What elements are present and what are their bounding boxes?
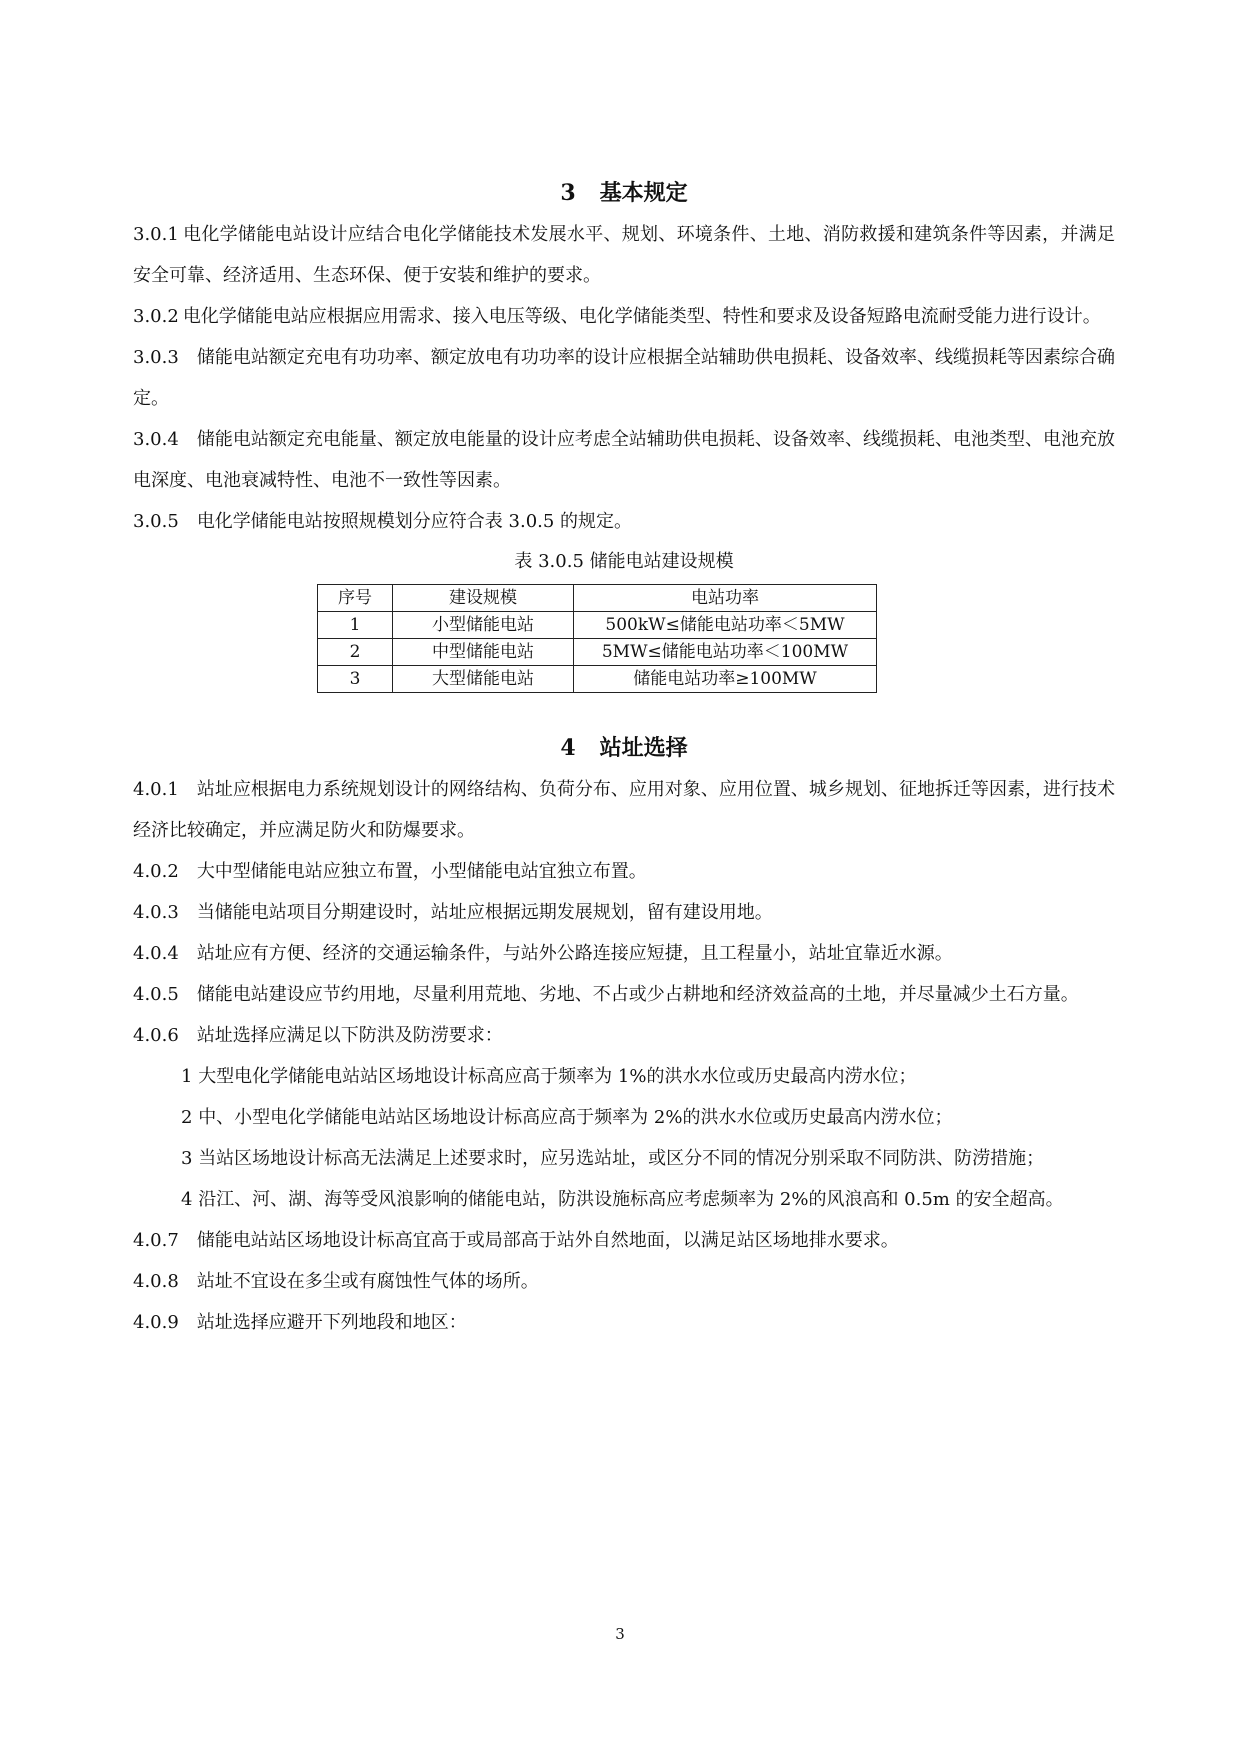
page-content xyxy=(133,172,1115,1343)
item-text: 中、小型电化学储能电站站区场地设计标高应高于频率为 2%的洪水水位或历史最高内涝水位； xyxy=(198,1107,953,1128)
item-number: 2 xyxy=(181,1107,193,1128)
clause-text: 站址应有方便、经济的交通运输条件，与站外公路连接应短捷，且工程量小，站址宜靠近水源。 xyxy=(196,943,953,964)
table-cell: 储能电站功率≥100MW xyxy=(574,666,877,693)
clause-number: 3.0.4 xyxy=(133,429,179,450)
clause-text: 储能电站建设应节约用地，尽量利用荒地、劣地、不占或少占耕地和经济效益高的土地，并尽量减少土石方量。 xyxy=(196,984,1079,1005)
clause-text: 大中型储能电站应独立布置，小型储能电站宜独立布置。 xyxy=(196,861,647,882)
clause-4-0-3 xyxy=(133,892,1115,933)
clause-4-0-7 xyxy=(133,1220,1115,1261)
table-row xyxy=(318,612,877,639)
clause-number: 3.0.3 xyxy=(133,347,179,368)
spacer xyxy=(133,693,1115,727)
clause-number: 4.0.2 xyxy=(133,861,179,882)
clause-number: 4.0.1 xyxy=(133,779,179,800)
clause-3-0-1 xyxy=(133,214,1115,296)
clause-number: 4.0.7 xyxy=(133,1230,179,1251)
clause-4-0-2 xyxy=(133,851,1115,892)
scale-table xyxy=(317,584,877,693)
clause-number: 4.0.9 xyxy=(133,1312,179,1333)
section-heading: 基本规定 xyxy=(599,180,688,206)
clause-text: 储能电站额定充电能量、额定放电能量的设计应考虑全站辅助供电损耗、设备效率、线缆损耗、电池类型、电池充放电深度、电池衰减特性、电池不一致性等因素。 xyxy=(133,429,1115,491)
section-4-title xyxy=(133,727,1115,769)
item-text: 沿江、河、湖、海等受风浪影响的储能电站，防洪设施标高应考虑频率为 2%的风浪高和 0.5m 的安全超高。 xyxy=(198,1189,1064,1210)
table-cell: 2 xyxy=(318,639,393,666)
clause-text: 电化学储能电站按照规模划分应符合表 3.0.5 的规定。 xyxy=(196,511,633,532)
item-text: 当站区场地设计标高无法满足上述要求时，应另选站址，或区分不同的情况分别采取不同防洪、防涝措施； xyxy=(198,1148,1045,1169)
clause-text: 电化学储能电站应根据应用需求、接入电压等级、电化学储能类型、特性和要求及设备短路电流耐受能力进行设计。 xyxy=(182,306,1101,327)
item-text: 大型电化学储能电站站区场地设计标高应高于频率为 1%的洪水水位或历史最高内涝水位； xyxy=(198,1066,917,1087)
table-caption: 表 3.0.5 储能电站建设规模 xyxy=(514,551,734,572)
clause-4-0-1 xyxy=(133,769,1115,851)
clause-number: 3.0.5 xyxy=(133,511,179,532)
list-item-4 xyxy=(133,1179,1115,1220)
clause-text: 电化学储能电站设计应结合电化学储能技术发展水平、规划、环境条件、土地、消防救援和建筑条件等因素，并满足安全可靠、经济适用、生态环保、便于安装和维护的要求。 xyxy=(133,224,1115,286)
clause-number: 4.0.6 xyxy=(133,1025,179,1046)
clause-4-0-8 xyxy=(133,1261,1115,1302)
clause-text: 当储能电站项目分期建设时，站址应根据远期发展规划，留有建设用地。 xyxy=(196,902,773,923)
header-cell-power: 电站功率 xyxy=(574,585,877,612)
table-cell: 小型储能电站 xyxy=(393,612,574,639)
page-number: 3 xyxy=(615,1625,625,1643)
clause-text: 储能电站站区场地设计标高宜高于或局部高于站外自然地面，以满足站区场地排水要求。 xyxy=(196,1230,899,1251)
clause-3-0-2 xyxy=(133,296,1115,337)
table-cell: 3 xyxy=(318,666,393,693)
section-heading: 站址选择 xyxy=(599,735,688,761)
clause-4-0-4 xyxy=(133,933,1115,974)
table-header-row xyxy=(318,585,877,612)
section-number: 4 xyxy=(560,735,576,761)
clause-4-0-9 xyxy=(133,1302,1115,1343)
clause-number: 4.0.4 xyxy=(133,943,179,964)
table-row xyxy=(318,666,877,693)
list-item-2 xyxy=(133,1097,1115,1138)
header-cell-index: 序号 xyxy=(318,585,393,612)
clause-number: 3.0.2 xyxy=(133,306,179,327)
table-cell: 500kW≤储能电站功率＜5MW xyxy=(574,612,877,639)
table-row xyxy=(318,639,877,666)
clause-number: 4.0.3 xyxy=(133,902,179,923)
item-number: 3 xyxy=(181,1148,193,1169)
table-cell: 中型储能电站 xyxy=(393,639,574,666)
clause-text: 站址不宜设在多尘或有腐蚀性气体的场所。 xyxy=(196,1271,539,1292)
clause-4-0-5 xyxy=(133,974,1115,1015)
clause-text: 站址选择应避开下列地段和地区： xyxy=(196,1312,467,1333)
list-item-3 xyxy=(133,1138,1115,1179)
table-cell: 1 xyxy=(318,612,393,639)
clause-text: 站址选择应满足以下防洪及防涝要求： xyxy=(196,1025,503,1046)
item-number: 1 xyxy=(181,1066,193,1087)
item-number: 4 xyxy=(181,1189,193,1210)
section-number: 3 xyxy=(560,180,576,206)
table-cell: 5MW≤储能电站功率＜100MW xyxy=(574,639,877,666)
list-item-1 xyxy=(133,1056,1115,1097)
clause-number: 4.0.5 xyxy=(133,984,179,1005)
clause-4-0-6 xyxy=(133,1015,1115,1056)
clause-text: 储能电站额定充电有功功率、额定放电有功功率的设计应根据全站辅助供电损耗、设备效率、线缆损耗等因素综合确定。 xyxy=(133,347,1115,409)
section-3-title xyxy=(133,172,1115,214)
clause-number: 3.0.1 xyxy=(133,224,179,245)
clause-text: 站址应根据电力系统规划设计的网络结构、负荷分布、应用对象、应用位置、城乡规划、征地拆迁等因素，进行技术经济比较确定，并应满足防火和防爆要求。 xyxy=(133,779,1115,841)
table-cell: 大型储能电站 xyxy=(393,666,574,693)
clause-3-0-4 xyxy=(133,419,1115,501)
clause-3-0-3 xyxy=(133,337,1115,419)
clause-number: 4.0.8 xyxy=(133,1271,179,1292)
header-cell-scale: 建设规模 xyxy=(393,585,574,612)
clause-3-0-5 xyxy=(133,501,1115,542)
